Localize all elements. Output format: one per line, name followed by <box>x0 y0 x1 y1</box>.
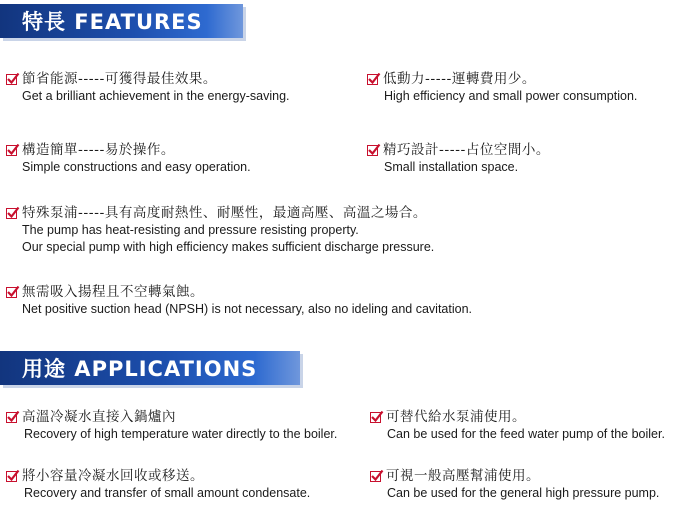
check-box-icon <box>6 412 17 423</box>
application-item-feed-water <box>370 408 665 443</box>
feature-heading: 節省能源-----可獲得最佳效果。 <box>22 71 217 87</box>
features-title: 特長 FEATURES <box>22 10 203 34</box>
feature-heading: 低動力-----運轉費用少。 <box>383 71 536 87</box>
application-heading: 高溫冷凝水直接入鍋爐內 <box>22 409 176 425</box>
feature-item-special-pump <box>6 204 434 256</box>
check-box-icon <box>6 74 17 85</box>
feature-description: Net positive suction head (NPSH) is not necessary, also no ideling and cavitation. <box>22 302 473 316</box>
application-item-condensate-transfer <box>6 467 310 502</box>
feature-description: The pump has heat-resisting and pressure resisting property. <box>22 223 359 237</box>
feature-description: Our special pump with high efficiency makes sufficient discharge pressure. <box>22 240 435 254</box>
feature-description: High efficiency and small power consumption. <box>384 89 638 103</box>
applications-title: 用途 APPLICATIONS <box>22 357 258 381</box>
application-description: Can be used for the general high pressure pump. <box>387 486 660 500</box>
application-heading: 可替代給水泵浦使用。 <box>386 409 526 425</box>
feature-heading: 特殊泵浦-----具有高度耐熱性、耐壓性，最適高壓、高溫之場合。 <box>22 205 427 221</box>
feature-item-power <box>367 70 637 105</box>
applications-banner <box>0 351 300 385</box>
check-box-icon <box>6 208 17 219</box>
application-item-boiler-recovery <box>6 408 337 443</box>
feature-item-energy <box>6 70 290 105</box>
feature-item-npsh <box>6 283 472 318</box>
check-box-icon <box>6 471 17 482</box>
application-item-high-pressure <box>370 467 659 502</box>
application-description: Can be used for the feed water pump of the boiler. <box>387 427 665 441</box>
application-heading: 將小容量冷凝水回收或移送。 <box>22 468 204 484</box>
application-description: Recovery of high temperature water directly to the boiler. <box>24 427 338 441</box>
check-box-icon <box>6 145 17 156</box>
features-banner <box>0 4 243 38</box>
check-box-icon <box>370 412 381 423</box>
check-box-icon <box>367 74 378 85</box>
feature-item-construction <box>6 141 251 176</box>
feature-description: Get a brilliant achievement in the energy-saving. <box>22 89 290 103</box>
feature-item-compact <box>367 141 550 176</box>
check-box-icon <box>367 145 378 156</box>
feature-description: Small installation space. <box>384 160 519 174</box>
feature-heading: 構造簡單-----易於操作。 <box>22 142 175 158</box>
feature-description: Simple constructions and easy operation. <box>22 160 251 174</box>
feature-heading: 無需吸入揚程且不空轉氣蝕。 <box>22 284 204 300</box>
application-description: Recovery and transfer of small amount condensate. <box>24 486 311 500</box>
application-heading: 可視一般高壓幫浦使用。 <box>386 468 540 484</box>
check-box-icon <box>370 471 381 482</box>
check-box-icon <box>6 287 17 298</box>
feature-heading: 精巧設計-----占位空間小。 <box>383 142 550 158</box>
